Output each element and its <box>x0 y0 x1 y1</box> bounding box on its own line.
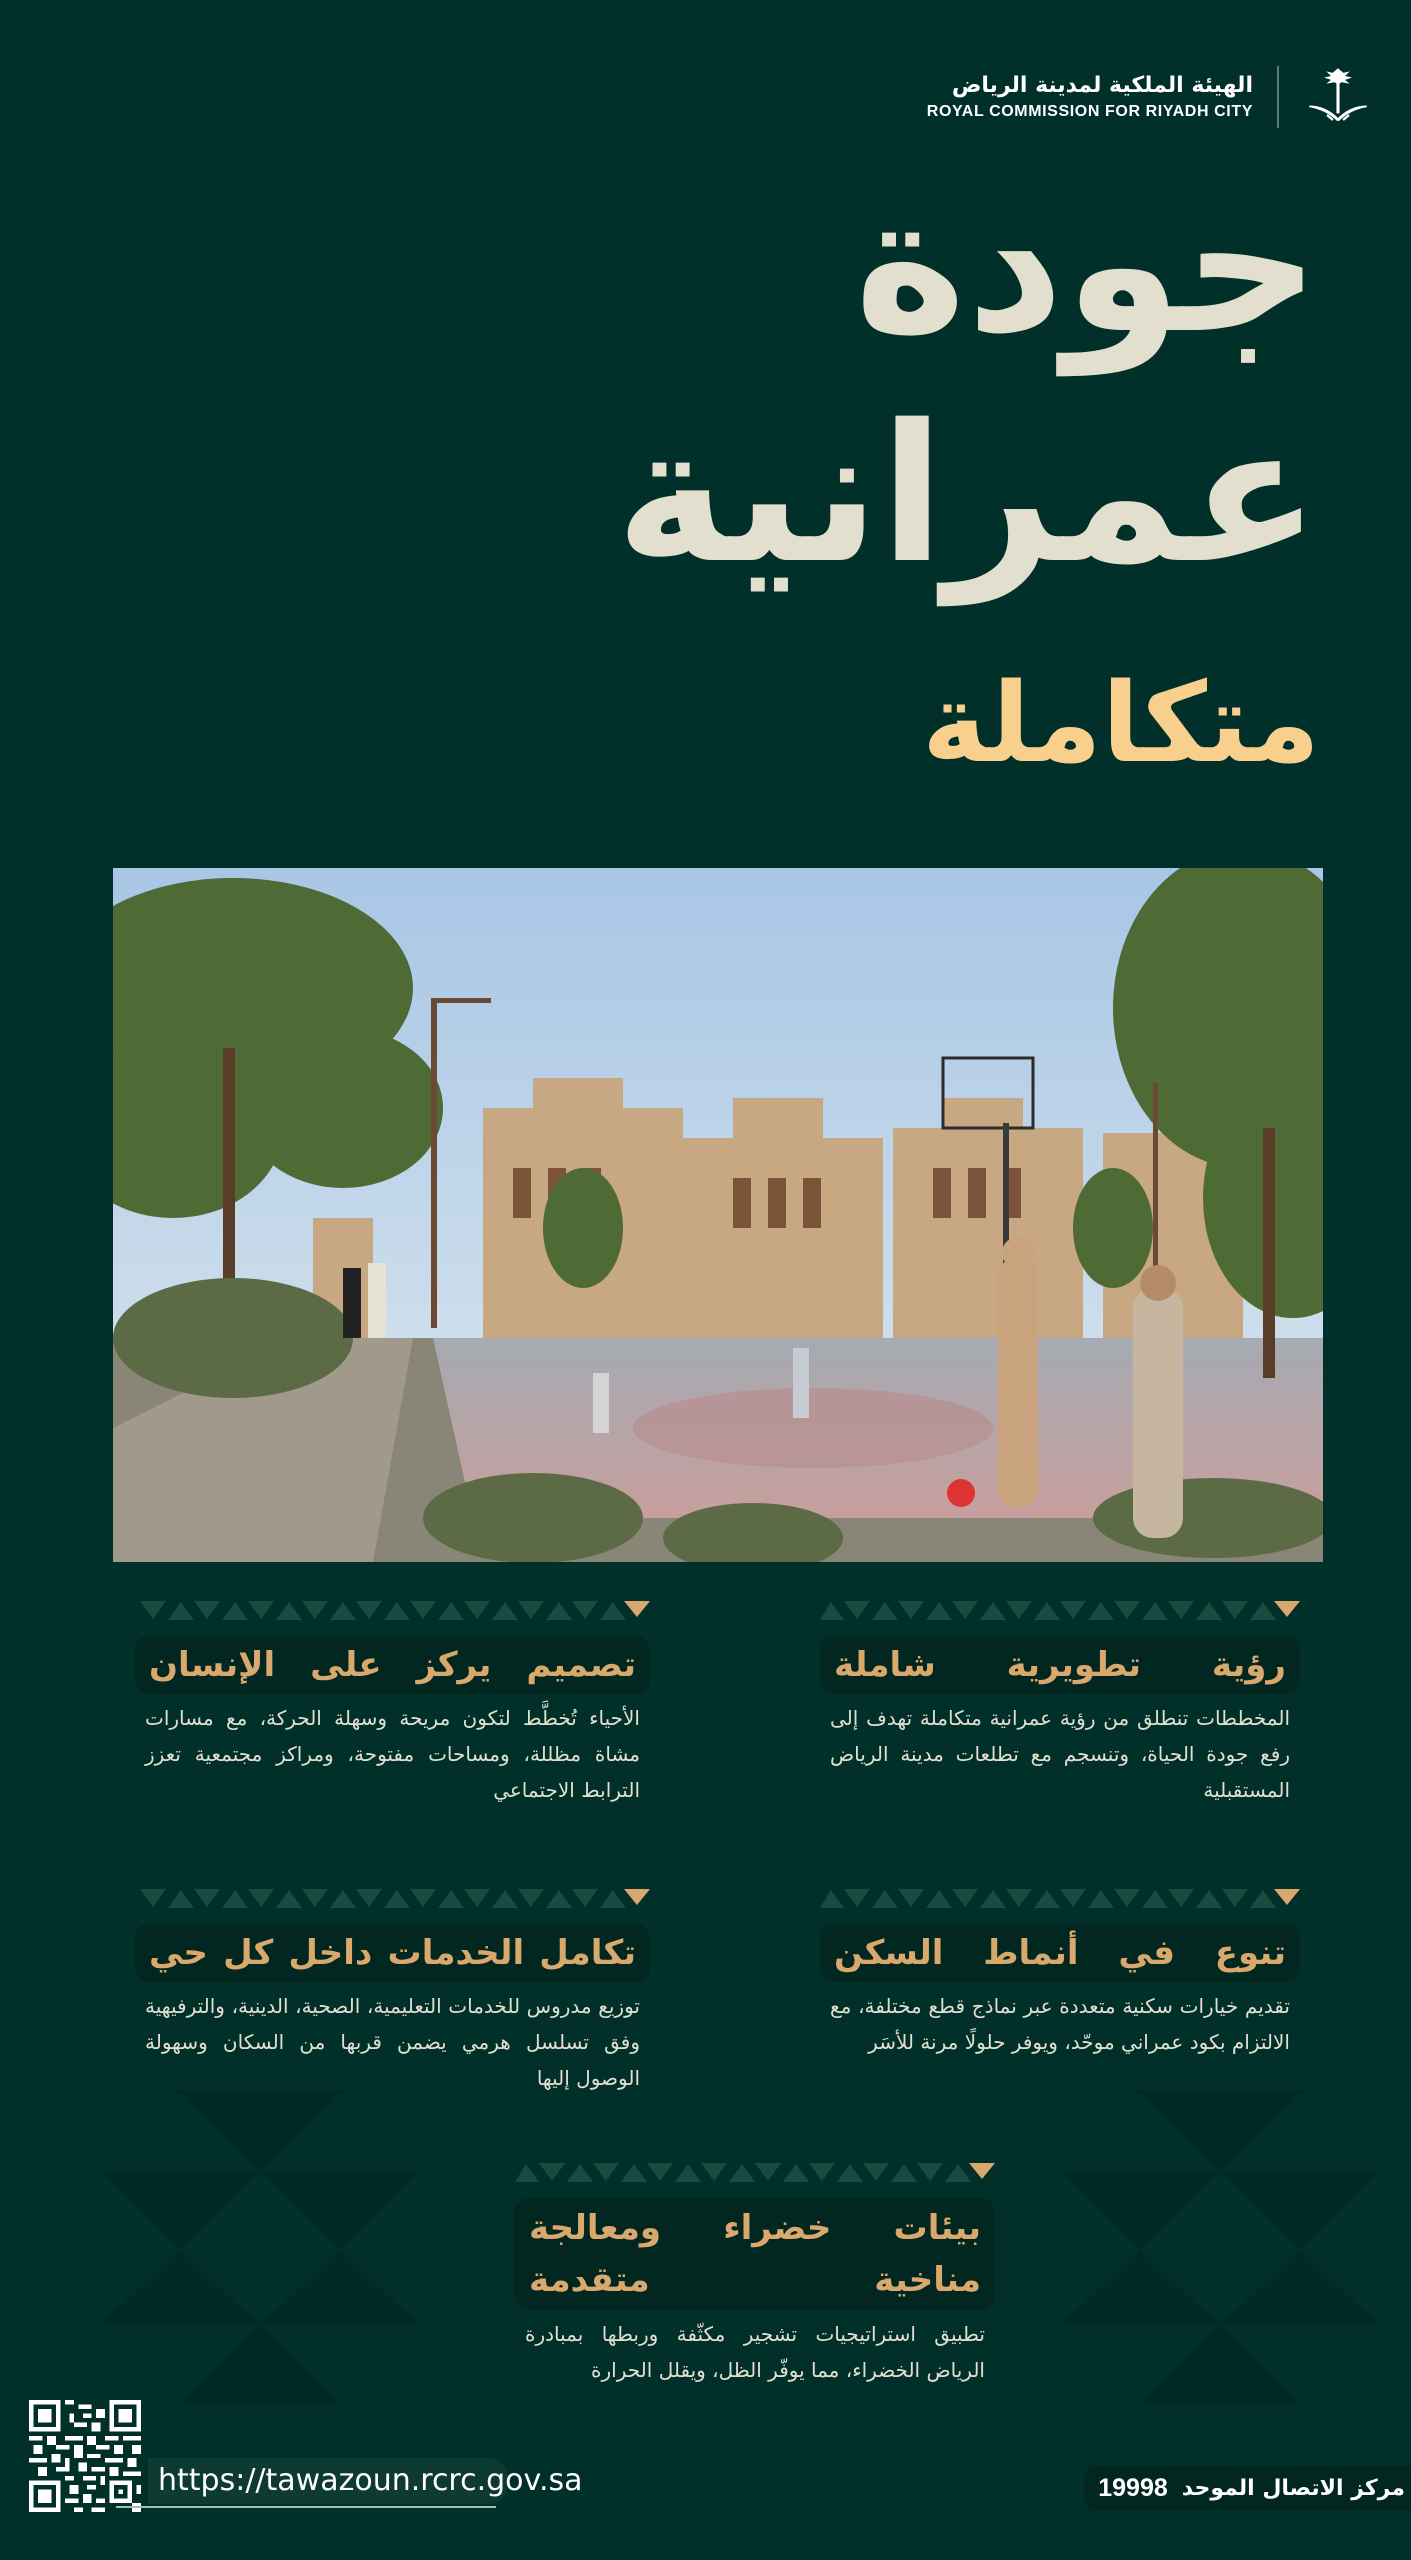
hotline-badge <box>1084 2466 1411 2510</box>
palm-and-swords-icon <box>1303 62 1373 132</box>
feature-card <box>820 1598 1300 1808</box>
triangle-pattern <box>820 1598 1300 1624</box>
logo-divider <box>1277 66 1279 128</box>
card-title-bar <box>820 1924 1300 1982</box>
card-body: توزيع مدروس للخدمات التعليمية، الصحية، الدينية، والترفيهية وفق تسلسل هرمي يضمن قربها من السكان وسهولة الوصول إليها <box>145 1994 640 2090</box>
card-title: تصميم يركز على الإنسان <box>149 1645 636 1685</box>
feature-card <box>820 1886 1300 2060</box>
website-link[interactable]: https://tawazoun.rcrc.gov.sa <box>158 2463 583 2498</box>
url-underline <box>116 2506 496 2508</box>
hotline-number[interactable]: 19998 <box>1098 2473 1168 2502</box>
title-line-3: متكاملة <box>922 659 1320 787</box>
card-title-bar <box>515 2198 995 2310</box>
hero-photo <box>113 868 1323 1562</box>
card-body: الأحياء تُخطَّط لتكون مريحة وسهلة الحركة، مع مسارات مشاة مظللة، ومساحات مفتوحة، ومراكز مجتمعية تعزز الترابط الاجتماعي <box>145 1706 640 1802</box>
hotline-label: مركز الاتصال الموحد <box>1181 2475 1405 2501</box>
card-title: رؤية تطويرية شاملة <box>834 1645 1286 1685</box>
card-title-bar <box>135 1924 650 1982</box>
card-body: المخططات تنطلق من رؤية عمرانية متكاملة تهدف إلى رفع جودة الحياة، وتنسجم مع تطلعات مدينة الرياض المستقبلية <box>830 1706 1290 1802</box>
org-logo <box>927 62 1373 132</box>
triangle-pattern <box>135 1598 650 1624</box>
card-body: تطبيق استراتيجيات تشجير مكثّفة وربطها بمبادرة الرياض الخضراء، مما يوفّر الظل، ويقلل الحرارة <box>525 2322 985 2382</box>
card-title: تنوع في أنماط السكن <box>834 1933 1286 1973</box>
feature-card <box>515 2160 995 2388</box>
triangle-pattern <box>135 1886 650 1912</box>
org-name-arabic: الهيئة الملكية لمدينة الرياض <box>951 72 1253 98</box>
triangle-pattern <box>515 2160 995 2186</box>
feature-card <box>135 1886 650 2096</box>
title-line-1: جودة <box>854 154 1320 375</box>
card-body: تقديم خيارات سكنية متعددة عبر نماذج قطع مختلفة، مع الالتزام بكود عمراني موحّد، ويوفر حلولًا مرنة للأسَر <box>830 1994 1290 2054</box>
neighborhood-scene-image <box>113 868 1323 1562</box>
qr-code-icon[interactable] <box>28 2400 142 2512</box>
triangle-pattern <box>820 1886 1300 1912</box>
org-name <box>927 73 1253 121</box>
org-name-english: ROYAL COMMISSION FOR RIYADH CITY <box>926 103 1253 121</box>
title-line-2: عمرانية <box>615 384 1320 605</box>
card-title: بيئات خضراء ومعالجة مناخية متقدمة <box>529 2208 981 2300</box>
feature-card <box>135 1598 650 1808</box>
background-pattern-left <box>95 2090 425 2420</box>
card-title: تكامل الخدمات داخل كل حي <box>149 1933 636 1973</box>
card-title-bar <box>135 1636 650 1694</box>
card-title-bar <box>820 1636 1300 1694</box>
background-pattern-right <box>1055 2090 1385 2420</box>
